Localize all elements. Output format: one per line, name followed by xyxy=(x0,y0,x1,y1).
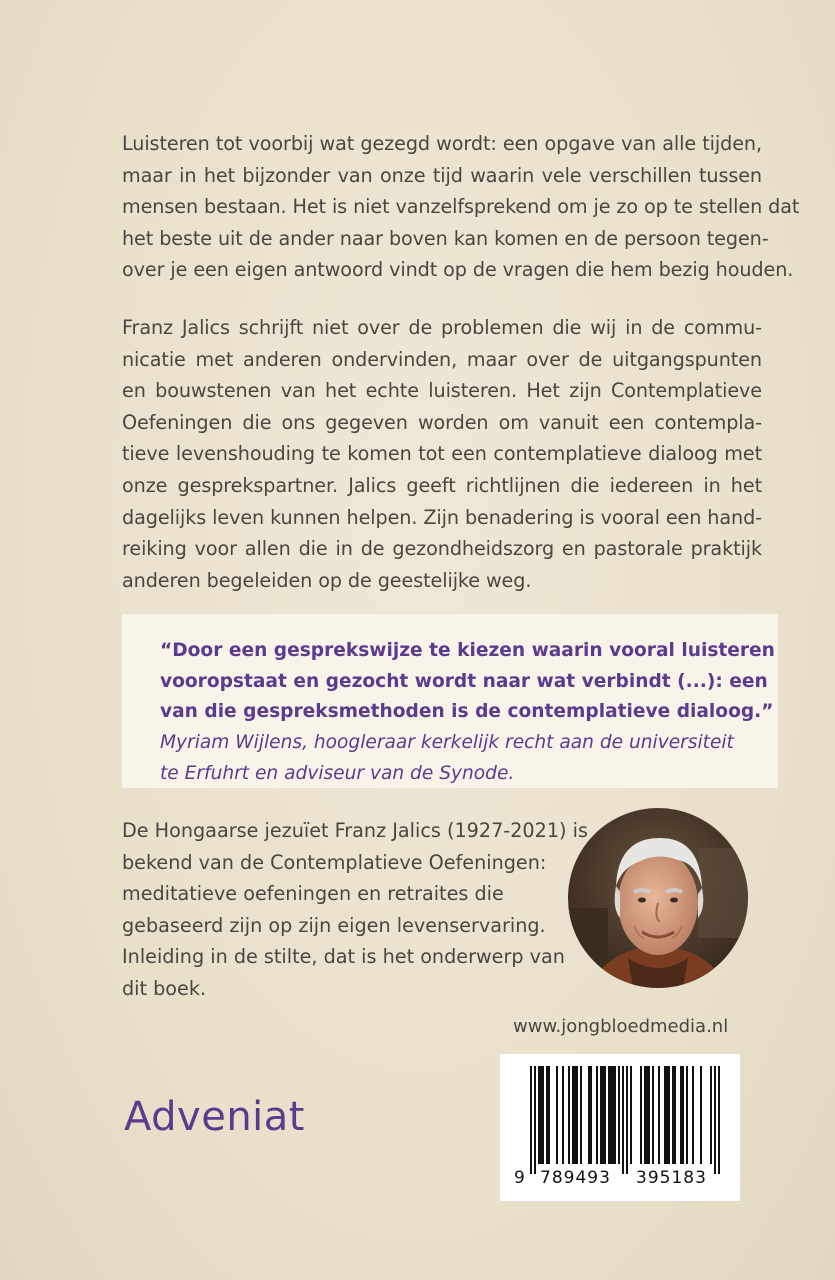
barcode-bar xyxy=(686,1066,688,1164)
barcode-bar xyxy=(542,1066,544,1164)
description-line: nicatie met anderen ondervinden, maar over de uitgangspunten xyxy=(122,347,762,371)
description-line: tieve levenshouding te komen tot een contemplatieve dialoog met xyxy=(122,442,762,466)
bio-line: meditatieve oefeningen en retraites die xyxy=(122,882,504,906)
author-portrait-image xyxy=(568,808,748,988)
attribution-line: te Erfuhrt en adviseur van de Synode. xyxy=(160,762,515,784)
barcode-bar xyxy=(602,1066,604,1164)
intro-paragraph xyxy=(122,128,800,286)
barcode-bar xyxy=(534,1066,536,1174)
barcode-bar xyxy=(700,1066,702,1164)
description-line: reiking voor allen die in de gezondheidszorg en pastorale praktijk xyxy=(122,537,762,561)
barcode-bar xyxy=(672,1066,674,1164)
barcode-bar xyxy=(630,1066,632,1164)
isbn-group-1: 789493 xyxy=(540,1168,611,1188)
quote-line: “Door een gesprekswijze te kiezen waarin vooral luisteren xyxy=(160,640,775,661)
author-portrait xyxy=(568,808,748,988)
barcode-bar xyxy=(530,1066,532,1174)
bio-line: De Hongaarse jezuïet Franz Jalics (1927-2021) is xyxy=(122,819,588,842)
intro-line: mensen bestaan. Het is niet vanzelfsprekend om je zo op te stellen dat xyxy=(122,195,800,219)
barcode-bar xyxy=(618,1066,620,1164)
barcode-bar xyxy=(590,1066,592,1164)
publisher-logo: Adveniat xyxy=(124,1094,305,1140)
barcode-bar xyxy=(680,1066,682,1164)
barcode-bar xyxy=(640,1066,642,1164)
barcode-bar xyxy=(548,1066,550,1164)
description-line: en bouwstenen van het echte luisteren. Het zijn Contemplatieve xyxy=(122,379,762,403)
barcode-bar xyxy=(576,1066,578,1164)
barcode-bar xyxy=(668,1066,670,1164)
barcode-bar xyxy=(710,1066,712,1164)
barcode-bar xyxy=(574,1066,576,1164)
barcode-bar xyxy=(588,1066,590,1164)
barcode-bar xyxy=(568,1066,570,1164)
barcode-bar xyxy=(674,1066,676,1164)
description-line: anderen begeleiden op de geestelijke weg. xyxy=(122,568,532,592)
bio-line: dit boek. xyxy=(122,976,207,1000)
bio-line: gebaseerd zijn op zijn eigen levenservaring. xyxy=(122,913,546,937)
barcode-bar xyxy=(538,1066,540,1164)
quote-box xyxy=(122,614,778,788)
bio-line: Inleiding in de stilte, dat is het onderwerp van xyxy=(122,945,565,969)
barcode-bar xyxy=(596,1066,598,1164)
description-paragraph xyxy=(122,312,762,596)
quote-text xyxy=(160,636,775,728)
bio-line: bekend van de Contemplatieve Oefeningen: xyxy=(122,850,547,874)
quote-attribution xyxy=(160,728,734,789)
barcode-bar xyxy=(604,1066,606,1164)
barcode-bar xyxy=(664,1066,666,1164)
barcode-bar xyxy=(610,1066,612,1164)
description-line: dagelijks leven kunnen helpen. Zijn benadering is vooral een hand- xyxy=(122,505,762,529)
isbn-group-2: 395183 xyxy=(636,1168,707,1188)
barcode-bar xyxy=(646,1066,648,1164)
attribution-line: Myriam Wijlens, hoogleraar kerkelijk recht aan de universiteit xyxy=(160,732,734,753)
barcode-bar xyxy=(600,1066,602,1164)
barcode-bar xyxy=(648,1066,650,1164)
description-line: onze gesprekspartner. Jalics geeft richtlijnen die iedereen in het xyxy=(122,473,762,497)
barcode-bar xyxy=(572,1066,574,1164)
description-line: Franz Jalics schrijft niet over de problemen die wij in de commu- xyxy=(122,316,762,339)
description-line: Oefeningen die ons gegeven worden om vanuit een contempla- xyxy=(122,410,762,434)
intro-line: maar in het bijzonder van onze tijd waarin vele verschillen tussen xyxy=(122,163,762,187)
barcode-bar xyxy=(652,1066,654,1164)
barcode-bar xyxy=(608,1066,610,1164)
barcode-bar xyxy=(666,1066,668,1164)
barcode-bar xyxy=(562,1066,564,1164)
barcode-bar xyxy=(682,1066,684,1164)
barcode-bar xyxy=(644,1066,646,1164)
quote-line: van die gespreksmethoden is de contemplatieve dialoog.” xyxy=(160,701,774,723)
barcode-bar xyxy=(580,1066,582,1164)
barcode-bar xyxy=(626,1066,628,1174)
intro-line: over je een eigen antwoord vindt op de vragen die hem bezig houden. xyxy=(122,258,794,282)
barcode-bar xyxy=(718,1066,720,1174)
barcode-bar xyxy=(658,1066,660,1164)
barcode-bar xyxy=(546,1066,548,1164)
isbn-barcode xyxy=(500,1054,740,1201)
barcode-bar xyxy=(614,1066,616,1164)
isbn-first-digit: 9 xyxy=(514,1168,525,1188)
intro-line: Luisteren tot voorbij wat gezegd wordt: een opgave van alle tijden, xyxy=(122,132,762,155)
intro-line: het beste uit de ander naar boven kan komen en de persoon tegen- xyxy=(122,226,769,250)
barcode-bar xyxy=(692,1066,694,1164)
publisher-website: www.jongbloedmedia.nl xyxy=(513,1016,729,1037)
barcode-bar xyxy=(612,1066,614,1164)
author-bio xyxy=(122,815,588,1005)
barcode-bar xyxy=(556,1066,558,1164)
barcode-bar xyxy=(622,1066,624,1174)
quote-line: vooropstaat en gezocht wordt naar wat verbindt (...): een xyxy=(160,670,768,692)
barcode-bar xyxy=(714,1066,716,1174)
barcode-bar xyxy=(540,1066,542,1164)
